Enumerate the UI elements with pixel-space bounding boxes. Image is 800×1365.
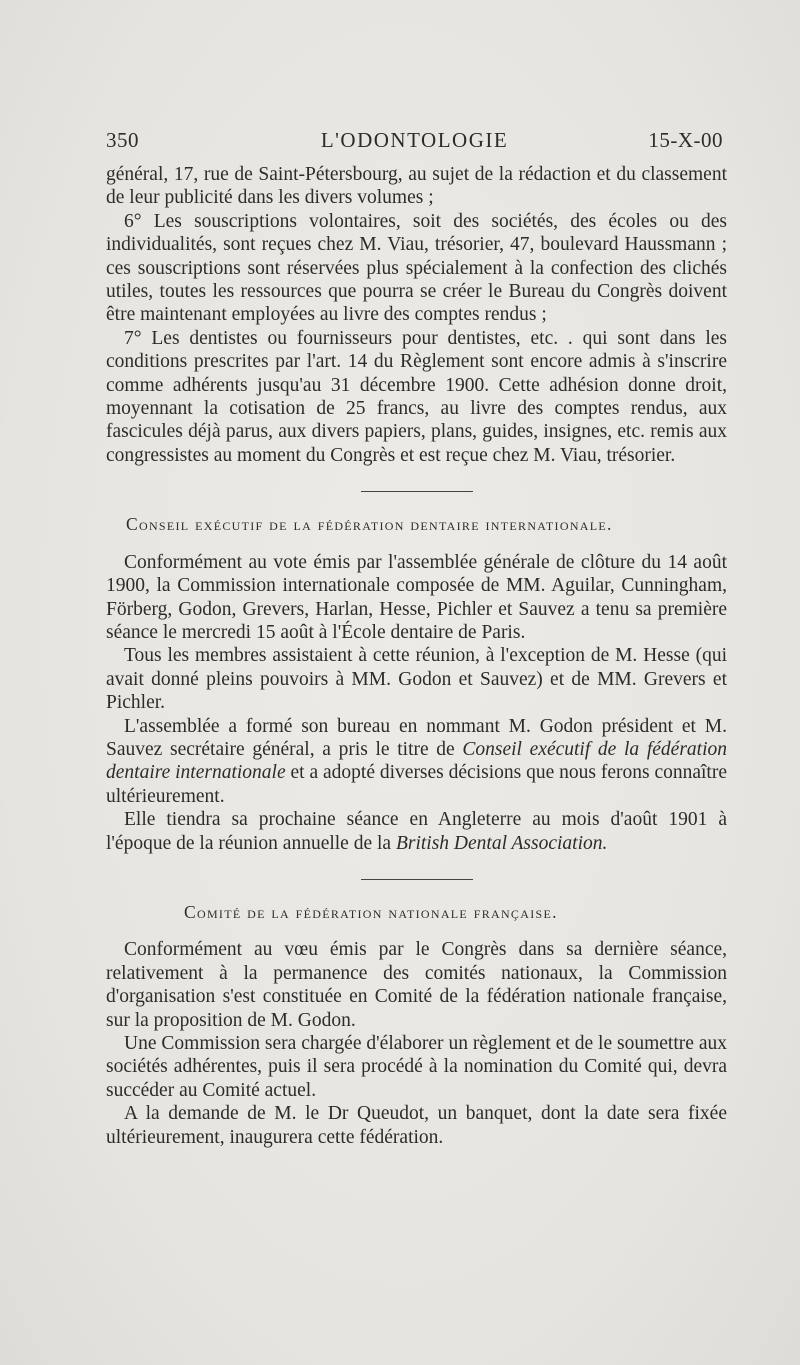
paragraph-item-6: 6° Les souscriptions volontaires, soit des sociétés, des écoles ou des individualités, sont reçues chez M. Viau, trésorier, 47, boulevard Haussmann ; ces souscriptions sont réservées plus spécialement à la confection des clichés utiles, toutes les ressources que pourra se créer le Bureau du Congrès doivent être maintenant employées au livre des comptes rendus ; <box>106 210 727 326</box>
text-run: Elle tiendra sa prochaine séance en Angleterre au mois d'août 1901 à l'époque de la réunion annuelle de la <box>106 809 727 854</box>
text-run: L'assemblée a formé son bureau en nommant M. Godon président et M. Sauvez secrétaire général, a pris le titre de <box>106 715 727 760</box>
italic-title: Conseil exécutif de la fédération dentaire internationale <box>106 738 727 784</box>
issue-date: 15-X-00 <box>648 128 723 152</box>
section-heading-conseil: Conseil exécutif de la fédération dentaire internationale. <box>126 514 613 535</box>
paragraph <box>106 715 727 809</box>
journal-title: L'ODONTOLOGIE <box>320 128 509 152</box>
paragraph <box>106 808 727 855</box>
running-header <box>106 128 723 154</box>
paragraph-continued: général, 17, rue de Saint-Pétersbourg, au sujet de la rédaction et du classement de leur publicité dans les divers volumes ; <box>106 164 727 209</box>
text-run: et a adopté diverses décisions que nous ferons connaître ultérieurement. <box>106 762 728 807</box>
section-heading-comite: Comité de la fédération nationale française. <box>184 901 558 922</box>
paragraph: A la demande de M. le Dr Queudot, un banquet, dont la date sera fixée ultérieurement, inaugurera cette fédération. <box>106 1103 727 1148</box>
paragraph-item-7: 7° Les dentistes ou fournisseurs pour dentistes, etc. . qui sont dans les conditions prescrites par l'art. 14 du Règlement sont encore admis à s'inscrire comme adhérents jusqu'au 31 décembre 1900. Cette adhésion donne droit, moyennant la cotisation de 25 francs, au livre des comptes rendus, aux fascicules déjà parus, aux divers papiers, plans, guides, insignes, etc. remis aux congressistes au moment du Congrès et est reçue chez M. Viau, trésorier. <box>106 327 727 466</box>
section-divider <box>361 879 473 880</box>
paragraph: Conformément au vote émis par l'assemblée générale de clôture du 14 août 1900, la Commission internationale composée de MM. Aguilar, Cunningham, Förberg, Godon, Grevers, Harlan, Hesse, Pichler et Sauvez a tenu sa première séance le mercredi 15 août à l'École dentaire de Paris. <box>106 551 727 643</box>
section-divider <box>361 491 473 492</box>
paragraph: Une Commission sera chargée d'élaborer un règlement et de le soumettre aux sociétés adhérentes, puis il sera procédé à la nomination du Comité qui, devra succéder au Comité actuel. <box>106 1033 727 1101</box>
paragraph: Conformément au vœu émis par le Congrès dans sa dernière séance, relativement à la permanence des comités nationaux, la Commission d'organisation s'est constituée en Comité de la fédération nationale française, sur la proposition de M. Godon. <box>106 939 727 1031</box>
body-text <box>106 163 727 1149</box>
paragraph: Tous les membres assistaient à cette réunion, à l'exception de M. Hesse (qui avait donné pleins pouvoirs à MM. Godon et Sauvez) et de MM. Grevers et Pichler. <box>106 645 727 714</box>
italic-title: British Dental Association. <box>395 832 608 854</box>
page-number: 350 <box>106 128 139 152</box>
